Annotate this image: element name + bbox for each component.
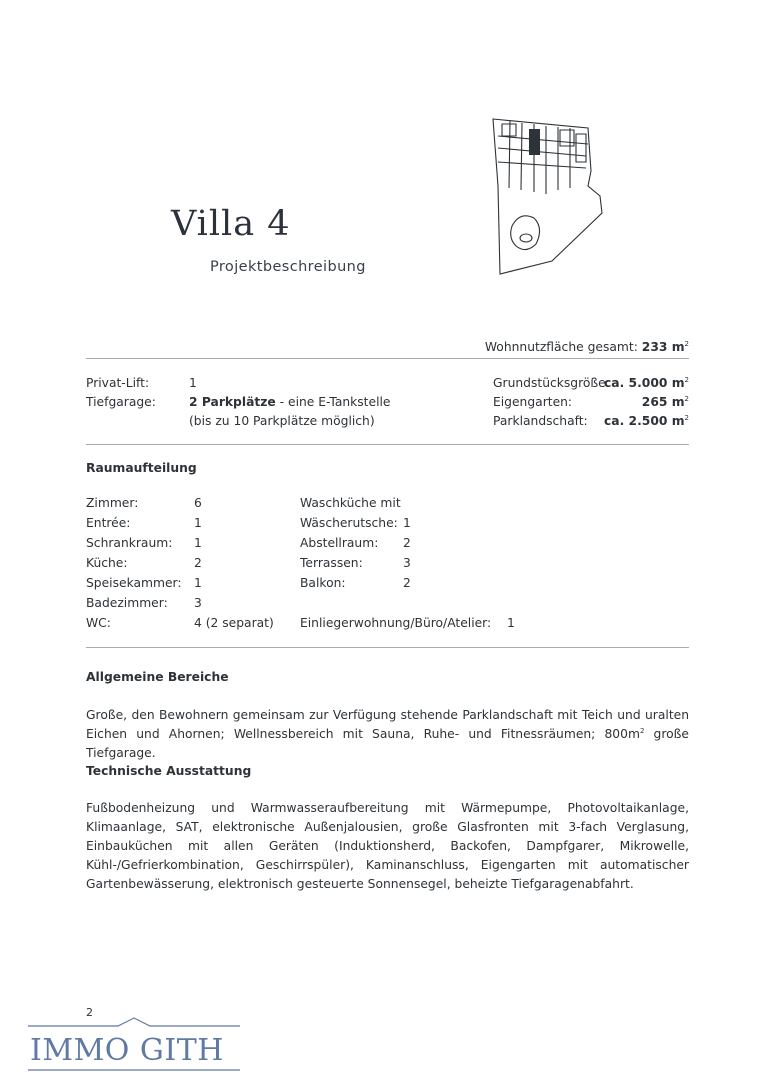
room-label: Zimmer:	[86, 496, 139, 510]
garage-label: Tiefgarage:	[86, 395, 156, 409]
garage-charging: - eine E-Tankstelle	[275, 395, 391, 409]
park-label: Parklandschaft:	[493, 414, 588, 428]
room-value: 1	[403, 516, 411, 530]
room-value: 1	[194, 536, 202, 550]
total-area	[300, 340, 689, 354]
rooms-heading: Raumaufteilung	[86, 461, 197, 475]
room-label: Balkon:	[300, 576, 346, 590]
lift-label: Privat-Lift:	[86, 376, 150, 390]
room-label: Badezimmer:	[86, 596, 168, 610]
page-number: 2	[86, 1006, 93, 1019]
garage-note: (bis zu 10 Parkplätze möglich)	[189, 414, 375, 428]
room-value: 1	[194, 516, 202, 530]
unit-sup: 2	[684, 339, 689, 348]
lift-value: 1	[189, 376, 197, 390]
technical-heading: Technische Ausstattung	[86, 764, 252, 778]
technical-text: Fußbodenheizung und Warmwasseraufbereitung mit Wärmepumpe, Photovoltaikanlage, Klimaanlage, SAT, elektronische Außenjalousien, große Glasfronten mit 3-fach Verglasung, Einbauküchen mit allen Geräten (Induktionsherd, Backofen, Dampfgarer, Mikrowelle, Kühl-/Gefrierkombination, Geschirrspüler), Kaminanschluss, Eigengarten mit automatischer Gartenbewässerung, elektronisch gesteuerte Sonnensegel, beheizte Tiefgaragenabfahrt.	[86, 801, 689, 891]
park-value: ca. 2.500 $m^2$	[604, 413, 689, 428]
extra-room-value: 1	[507, 616, 515, 630]
page-subtitle: Projektbeschreibung	[210, 259, 366, 275]
room-value: 3	[403, 556, 411, 570]
company-logo: IMMO GITH	[30, 1033, 224, 1068]
room-label: Speisekammer:	[86, 576, 182, 590]
site-plan-icon	[490, 116, 605, 281]
room-label: WC:	[86, 616, 111, 630]
garden-label: Eigengarten:	[493, 395, 573, 409]
divider	[86, 358, 689, 359]
room-value: 2	[403, 576, 411, 590]
room-label: Terrassen:	[300, 556, 363, 570]
extra-room-label: Einliegerwohnung/Büro/Atelier:	[300, 616, 492, 630]
room-label: Küche:	[86, 556, 128, 570]
room-value: 2	[194, 556, 202, 570]
room-value: 2	[403, 536, 411, 550]
plot-size-label: Grundstücksgröße	[493, 376, 606, 390]
room-label: Entrée:	[86, 516, 131, 530]
divider	[86, 647, 689, 648]
plot-size-value: ca. 5.000 $m^2$	[604, 375, 689, 390]
room-label: Wäscherutsche:	[300, 516, 398, 530]
room-value: 1	[194, 576, 202, 590]
garage-parking: 2 Parkplätze	[189, 395, 276, 409]
room-value: 6	[194, 496, 202, 510]
divider	[86, 444, 689, 445]
general-text: Große, den Bewohnern gemeinsam zur Verfügung stehende Parklandschaft mit Teich und uralten Eichen und Ahornen; Wellnessbereich mit Sauna, Ruhe- und Fitnessräumen; $800m^2$ große Tiefgarage.	[86, 708, 689, 760]
total-area-label: Wohnnutzfläche gesamt:	[484, 340, 638, 354]
room-label: Abstellraum:	[300, 536, 379, 550]
room-value: 3	[194, 596, 202, 610]
garage-value	[189, 395, 390, 409]
general-heading: Allgemeine Bereiche	[86, 670, 229, 684]
room-value: 4 (2 separat)	[194, 616, 274, 630]
room-label: Waschküche mit	[300, 496, 401, 510]
room-label: Schrankraum:	[86, 536, 173, 550]
page-title: Villa 4	[171, 204, 291, 244]
garden-value: 265 $m^2$	[641, 394, 689, 409]
total-area-value: 233 m	[641, 340, 685, 354]
